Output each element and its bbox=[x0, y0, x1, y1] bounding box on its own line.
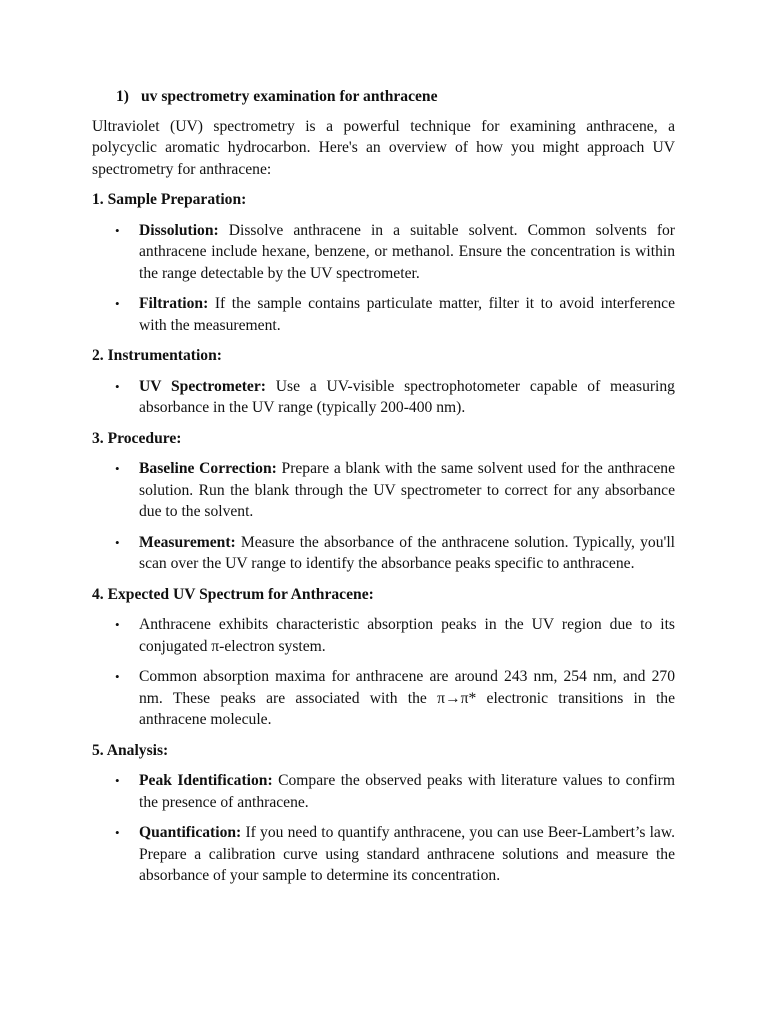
list-item bbox=[92, 458, 675, 523]
item-term: Peak Identification: bbox=[139, 772, 273, 789]
section-list-procedure bbox=[92, 458, 675, 575]
bullet-icon: • bbox=[115, 773, 120, 788]
item-term: Measurement: bbox=[139, 533, 236, 551]
section-list-instrumentation bbox=[92, 376, 675, 419]
bullet-icon: • bbox=[115, 825, 120, 840]
list-item bbox=[92, 770, 675, 813]
list-item bbox=[92, 666, 675, 731]
item-text: Measure the absorbance of the anthracene solution. Typically, you'll scan over the UV range to identify the absorbance peaks specific to anthracene. bbox=[139, 533, 675, 572]
item-text: If the sample contains particulate matter, filter it to avoid interference with the measurement. bbox=[139, 295, 675, 334]
item-text: Use a UV-visible spectrophotometer capable of measuring absorbance in the UV range (typically 200-400 nm). bbox=[139, 377, 675, 416]
list-item bbox=[92, 293, 675, 336]
document-title bbox=[92, 86, 675, 108]
bullet-icon: • bbox=[115, 296, 120, 311]
item-term: Dissolution: bbox=[139, 221, 219, 239]
item-text: Anthracene exhibits characteristic absorption peaks in the UV region due to its conjugated π-electron system. bbox=[139, 616, 675, 655]
section-heading-sample-preparation: 1. Sample Preparation: bbox=[92, 191, 247, 208]
list-item bbox=[92, 532, 675, 575]
section-list-expected-spectrum bbox=[92, 614, 675, 731]
bullet-icon: • bbox=[115, 534, 120, 550]
item-text: Prepare a blank with the same solvent used for the anthracene solution. Run the blank through the UV spectrometer to correct for any absorbance due to the solvent. bbox=[139, 460, 676, 520]
bullet-icon: • bbox=[115, 669, 120, 684]
list-item bbox=[92, 614, 675, 657]
title-number: 1) bbox=[116, 88, 129, 105]
list-item bbox=[92, 822, 675, 887]
title-text: uv spectrometry examination for anthracene bbox=[141, 88, 438, 105]
bullet-icon: • bbox=[115, 617, 120, 632]
section-heading-expected-spectrum: 4. Expected UV Spectrum for Anthracene: bbox=[92, 585, 374, 603]
list-item bbox=[92, 220, 675, 285]
item-text: If you need to quantify anthracene, you can use Beer-Lambert’s law. Prepare a calibration curve using standard anthracene solutions and measure the absorbance of your sample to determine its concentration. bbox=[139, 824, 675, 884]
bullet-icon: • bbox=[115, 378, 120, 394]
item-term: UV Spectrometer: bbox=[139, 377, 266, 395]
section-list-sample-preparation bbox=[92, 220, 675, 337]
bullet-icon: • bbox=[115, 222, 120, 238]
item-text: Compare the observed peaks with literature values to confirm the presence of anthracene. bbox=[139, 772, 675, 811]
item-term: Filtration: bbox=[139, 295, 209, 312]
section-heading-instrumentation: 2. Instrumentation: bbox=[92, 347, 222, 364]
section-heading-procedure: 3. Procedure: bbox=[92, 429, 182, 447]
item-text: Common absorption maxima for anthracene are around 243 nm, 254 nm, and 270 nm. These peaks are associated with the π→π* electronic transitions in the anthracene molecule. bbox=[139, 668, 675, 728]
item-term: Quantification: bbox=[139, 824, 242, 841]
bullet-icon: • bbox=[115, 461, 120, 476]
intro-paragraph: Ultraviolet (UV) spectrometry is a powerful technique for examining anthracene, a polycyclic aromatic hydrocarbon. Here's an overview of how you might approach UV spectrometry for anthracene: bbox=[92, 117, 675, 178]
section-list-analysis bbox=[92, 770, 675, 887]
item-term: Baseline Correction: bbox=[139, 460, 277, 477]
list-item bbox=[92, 376, 675, 419]
item-text: Dissolve anthracene in a suitable solvent. Common solvents for anthracene include hexane, benzene, or methanol. Ensure the concentration is within the range detectable by the UV spectrometer. bbox=[139, 221, 675, 282]
section-heading-analysis: 5. Analysis: bbox=[92, 741, 169, 759]
document-page bbox=[92, 86, 675, 896]
